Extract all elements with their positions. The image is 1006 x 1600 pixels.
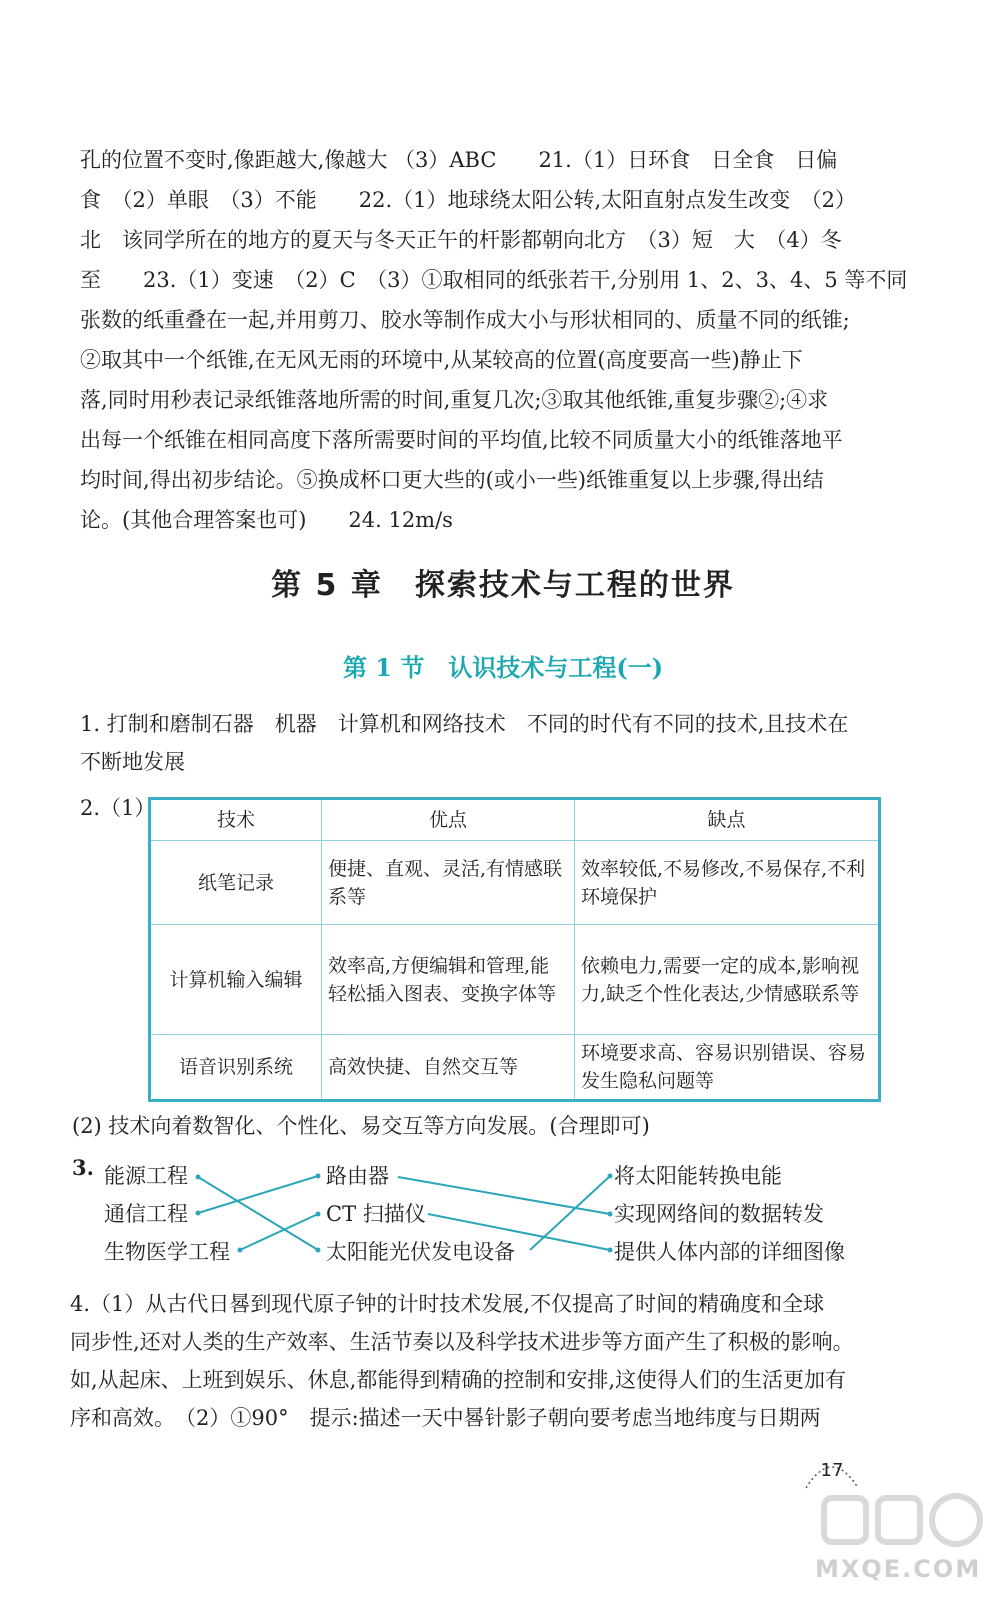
match-line xyxy=(530,1176,610,1250)
table-cell: 环境要求高、容易识别错误、容易发生隐私问题等 xyxy=(575,1035,880,1101)
section-title: 第 1 节 认识技术与工程(一) xyxy=(342,653,664,682)
question-2-label: 2.（1） xyxy=(80,796,156,820)
left-item: 能源工程 xyxy=(104,1164,188,1188)
middle-item: 路由器 xyxy=(326,1164,389,1188)
answer-line: 均时间,得出初步结论。⑤换成杯口更大些的(或小一些)纸锥重复以上步骤,得出结 xyxy=(80,468,824,492)
watermark-text: MXQE.COM xyxy=(815,1555,982,1583)
answer-line: 食 （2）单眼 （3）不能 22.（1）地球绕太阳公转,太阳直射点发生改变 （2） xyxy=(80,188,857,212)
table-cell: 语音识别系统 xyxy=(150,1035,322,1101)
right-column xyxy=(614,1157,845,1271)
table-header-cell: 优点 xyxy=(322,799,575,841)
table-cell: 便捷、直观、灵活,有情感联系等 xyxy=(322,841,575,925)
table-cell: 效率较低,不易修改,不易保存,不利环境保护 xyxy=(575,841,880,925)
table-cell: 依赖电力,需要一定的成本,影响视力,缺乏个性化表达,少情感联系等 xyxy=(575,925,880,1035)
answer-line: 张数的纸重叠在一起,并用剪刀、胶水等制作成大小与形状相同的、质量不同的纸锥; xyxy=(80,308,850,332)
answer-line: 落,同时用秒表记录纸锥落地所需的时间,重复几次;③取其他纸锥,重复步骤②;④求 xyxy=(80,388,829,412)
question-4-line: 同步性,还对人类的生产效率、生活节奏以及科学技术进步等方面产生了积极的影响。 xyxy=(70,1330,854,1354)
question-4-line: 如,从起床、上班到娱乐、休息,都能得到精确的控制和安排,这使得人们的生活更加有 xyxy=(70,1368,847,1392)
table-row xyxy=(150,841,880,925)
answer-line: 论。(其他合理答案也可) 24. 12m/s xyxy=(80,508,453,532)
left-item: 通信工程 xyxy=(104,1202,188,1226)
table-cell: 纸笔记录 xyxy=(150,841,322,925)
right-item: 将太阳能转换电能 xyxy=(614,1164,782,1188)
table-cell: 效率高,方便编辑和管理,能轻松插入图表、变换字体等 xyxy=(322,925,575,1035)
answer-line: 北 该同学所在的地方的夏天与冬天正午的杆影都朝向北方 （3）短 大 （4）冬 xyxy=(80,228,842,252)
answer-line: ②取其中一个纸锥,在无风无雨的环境中,从某较高的位置(高度要高一些)静止下 xyxy=(80,348,803,372)
left-item: 生物医学工程 xyxy=(104,1240,230,1264)
left-column xyxy=(104,1157,230,1271)
question-3-label: 3. xyxy=(72,1155,94,1180)
technology-comparison-table xyxy=(148,797,881,1102)
middle-item: 太阳能光伏发电设备 xyxy=(326,1240,515,1264)
question-2-part-2: (2) 技术向着数智化、个性化、易交互等方向发展。(合理即可) xyxy=(72,1114,650,1138)
question-4-line: 序和高效。 （2）①90° 提示:描述一天中晷针影子朝向要考虑当地纬度与日期两 xyxy=(70,1406,821,1430)
table-header-row xyxy=(150,799,880,841)
right-item: 实现网络间的数据转发 xyxy=(614,1202,824,1226)
table-cell: 计算机输入编辑 xyxy=(150,925,322,1035)
table-header-cell: 技术 xyxy=(150,799,322,841)
middle-column xyxy=(326,1157,515,1271)
table-header-cell: 缺点 xyxy=(575,799,880,841)
table-cell: 高效快捷、自然交互等 xyxy=(322,1035,575,1101)
right-item: 提供人体内部的详细图像 xyxy=(614,1240,845,1264)
middle-item: CT 扫描仪 xyxy=(326,1202,426,1226)
table-row xyxy=(150,925,880,1035)
table-row xyxy=(150,1035,880,1101)
match-line xyxy=(240,1214,318,1250)
chapter-title: 第 5 章 探索技术与工程的世界 xyxy=(271,568,735,603)
answer-line: 至 23.（1）变速 （2）C （3）①取相同的纸张若干,分别用 1、2、3、4、5 等不同 xyxy=(80,268,908,292)
answer-line: 出每一个纸锥在相同高度下落所需要时间的平均值,比较不同质量大小的纸锥落地平 xyxy=(80,428,843,452)
question-1-line: 不断地发展 xyxy=(80,750,185,774)
question-1-line: 1. 打制和磨制石器 机器 计算机和网络技术 不同的时代有不同的技术,且技术在 xyxy=(80,712,849,736)
answer-line: 孔的位置不变时,像距越大,像越大 （3）ABC 21.（1）日环食 日全食 日偏 xyxy=(80,148,838,172)
question-4-line: 4.（1）从古代日晷到现代原子钟的计时技术发展,不仅提高了时间的精确度和全球 xyxy=(70,1292,825,1316)
watermark-logo-icon xyxy=(810,1490,990,1600)
page-number: 17 xyxy=(820,1460,844,1481)
